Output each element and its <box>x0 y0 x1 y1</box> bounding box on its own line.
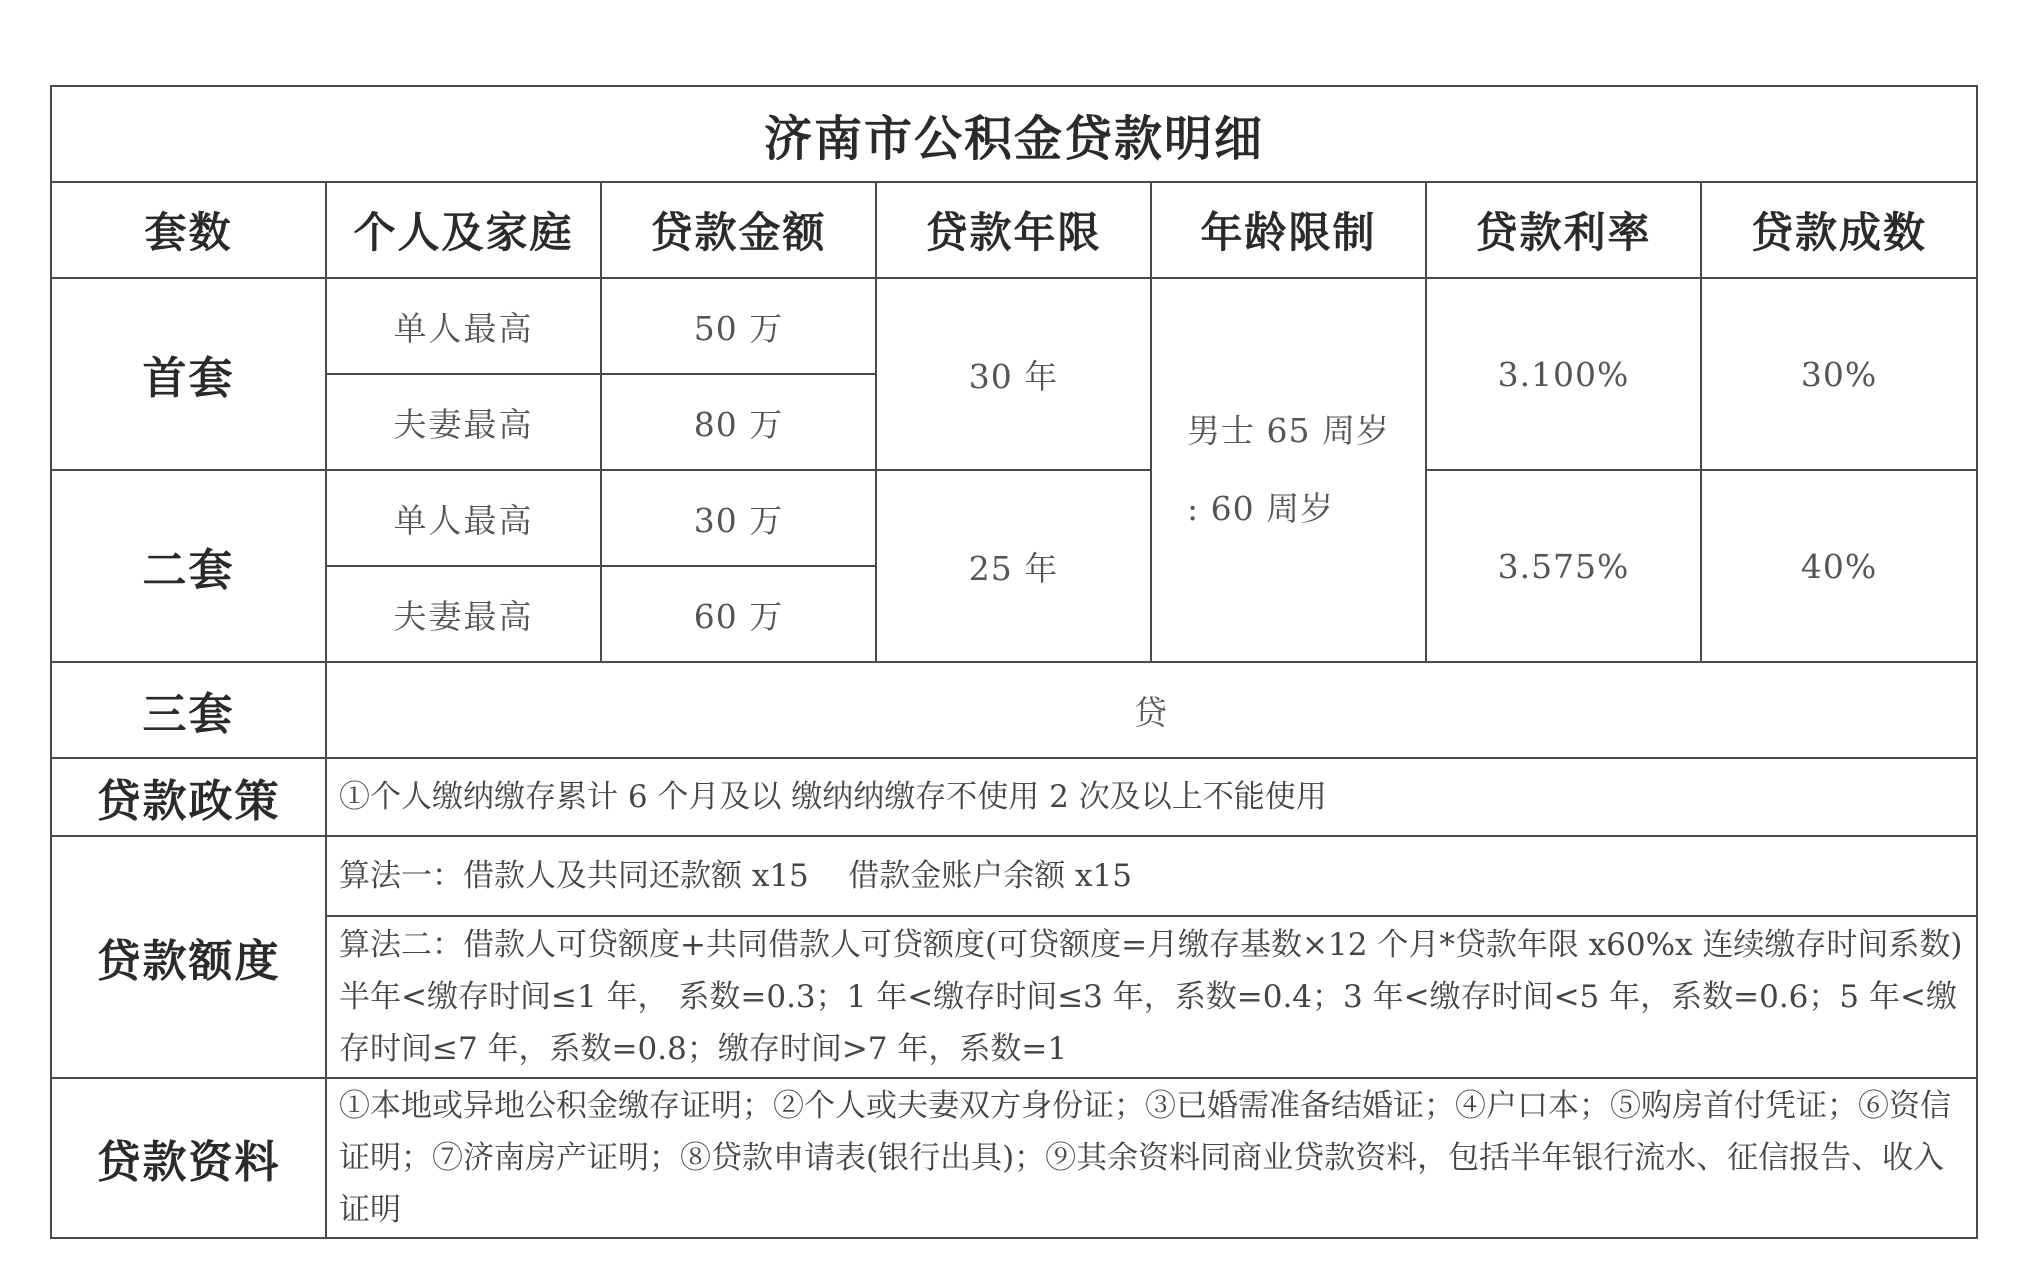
second-single-amount: 30 万 <box>601 470 876 566</box>
second-home-rate: 3.575% <box>1426 470 1701 662</box>
first-single-type: 单人最高 <box>326 278 601 374</box>
age-limit-female: : 60 周岁 <box>1187 489 1335 528</box>
quota-method-2: 算法二：借款人可贷额度+共同借款人可贷额度(可贷额度=月缴存基数×12 个月*贷款年限 x60%x 连续缴存时间系数)半年<缴存时间≤1 年， 系数=0.3；1 年<缴存时间≤3 年，系数=0.4；3 年<缴存时间<5 年，系数=0.6；5 年<缴存时间≤7 年，系数=0.8；缴存时间>7 年，系数=1 <box>326 916 1977 1078</box>
first-single-amount: 50 万 <box>601 278 876 374</box>
header-row <box>51 182 1977 278</box>
quota-method-1: 算法一：借款人及共同还款额 x15 借款金账户余额 x15 <box>326 836 1977 916</box>
first-home-label: 首套 <box>51 278 326 470</box>
third-home-row <box>51 662 1977 758</box>
quota-row-2 <box>51 916 1977 1078</box>
second-home-ratio: 40% <box>1701 470 1977 662</box>
first-home-row-1 <box>51 278 1977 374</box>
quota-row-1 <box>51 836 1977 916</box>
header-cell-rate: 贷款利率 <box>1426 182 1701 278</box>
second-couple-type: 夫妻最高 <box>326 566 601 662</box>
materials-text: ①本地或异地公积金缴存证明；②个人或夫妻双方身份证；③已婚需准备结婚证；④户口本；⑤购房首付凭证；⑥资信证明；⑦济南房产证明；⑧贷款申请表(银行出具)；⑨其余资料同商业贷款资料，包括半年银行流水、征信报告、收入证明 <box>326 1078 1977 1238</box>
third-home-label: 三套 <box>51 662 326 758</box>
materials-label: 贷款资料 <box>51 1078 326 1238</box>
second-home-row-1 <box>51 470 1977 566</box>
third-home-text: 贷 <box>326 662 1977 758</box>
policy-row <box>51 758 1977 836</box>
age-limit-text <box>1187 392 1390 548</box>
policy-label: 贷款政策 <box>51 758 326 836</box>
second-home-label: 二套 <box>51 470 326 662</box>
age-limit-cell <box>1151 278 1426 662</box>
first-couple-type: 夫妻最高 <box>326 374 601 470</box>
header-cell-term: 贷款年限 <box>876 182 1151 278</box>
header-cell-amount: 贷款金额 <box>601 182 876 278</box>
table-title: 济南市公积金贷款明细 <box>51 86 1977 182</box>
header-cell-ratio: 贷款成数 <box>1701 182 1977 278</box>
header-cell-applicant: 个人及家庭 <box>326 182 601 278</box>
quota-label: 贷款额度 <box>51 836 326 1078</box>
header-cell-age: 年龄限制 <box>1151 182 1426 278</box>
first-home-rate: 3.100% <box>1426 278 1701 470</box>
first-home-ratio: 30% <box>1701 278 1977 470</box>
loan-details-table <box>50 85 1978 1239</box>
first-couple-amount: 80 万 <box>601 374 876 470</box>
second-couple-amount: 60 万 <box>601 566 876 662</box>
first-home-term: 30 年 <box>876 278 1151 470</box>
policy-text: ①个人缴纳缴存累计 6 个月及以 缴纳纳缴存不使用 2 次及以上不能使用 <box>326 758 1977 836</box>
materials-row <box>51 1078 1977 1238</box>
header-cell-sets: 套数 <box>51 182 326 278</box>
age-limit-male: 男士 65 周岁 <box>1187 411 1390 450</box>
second-home-term: 25 年 <box>876 470 1151 662</box>
second-single-type: 单人最高 <box>326 470 601 566</box>
